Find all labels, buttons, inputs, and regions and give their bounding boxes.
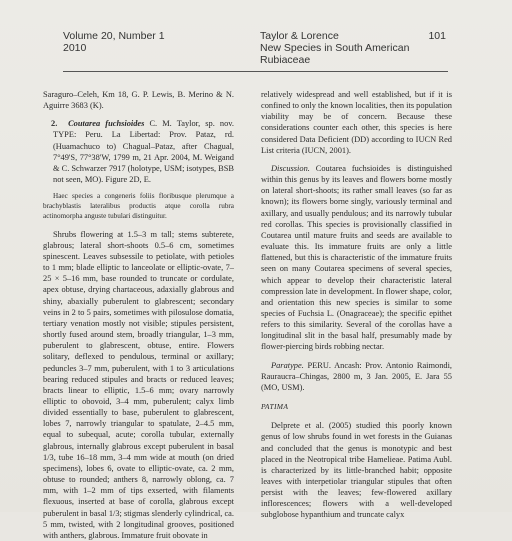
species-description: Shrubs flowering at 1.5–3 m tall; stems subterete, glabrous; lateral short-shoots 0.5–6 cm, sometimes spinescent. Leaves subsessile to petiolate, with petioles to 1 mm; blade elliptic to lanceolate or elliptic-ovate, 7–25 × 5–16 mm, base rounded to truncate or cordulate, apex obtuse, drying chartaceous, adaxially glabrous and shiny, abaxially puberulent to glabrescent; secondary veins in 2 to 5 pairs, sometimes with pilosulose domatia, tertiary venation mostly not visible; stipules persistent, shortly fused around stem, broadly triangular, 1–3 mm, puberulent to glabrescent, obtuse, entire. Flowers solitary, deflexed to pendulous, terminal or axillary; peduncles 3–7 mm, puberulent, with 1 to 3 articulations bearing reduced stipules and bracts or reduced leaves; bracts linear to elliptic, 1.5–6 mm; ovary narrowly elliptic to obovoid, 3–4 mm, puberulent; calyx limb divided essentially to base, puberulent to glabrescent, lobes 7, narrowly triangular to spatulate, 2–4.5 mm, equal to subequal, acute; corolla tubular, externally glabrous, internally glabrous except puberulent in basal 1/3, tube 16–18 mm, 3–4 mm wide at mouth (on dried specimens), lobes 6, ovate to elliptic-ovate, ca. 2 mm, obtuse to rounded; anthers 8, narrowly oblong, ca. 7 mm, with 1–2 mm of tips exserted, with filaments flexuous, inserted at base of corolla, glabrous except puberulent in basal 1/3; stigmas slenderly cylindrical, ca. 5 mm, twisted, with 2 longitudinal grooves, positioned with anthers, glabrous. Immature fruit obovate in: [43, 229, 234, 540]
journal-header-left: [63, 30, 165, 54]
publication-year: 2010: [63, 42, 87, 54]
conservation-paragraph: relatively widespread and well established, but if it is confined to only the known localities, then its population viability may be of concern. Because these considerations counter each other, this species is here considered Data Deficient (DD) according to IUCN Red List criteria (IUCN, 2001).: [261, 90, 452, 155]
species-number: 2.: [51, 119, 58, 129]
patima-paragraph: Delprete et al. (2005) studied this poorly known genus of low shrubs found in wet forests in the Guianas and concluded that the genus is monotypic and best placed in the Neotropical tribe Hamelieae. Patima Aubl. is characterized by its little-branched habit; opposite leaves with interpetiolar triangular stipules that often persist with the leaves; few-flowered axillary inflorescences; flowers with a well-developed subglobose hypanthium and truncate calyx: [261, 421, 452, 520]
paratype-label: Paratype.: [271, 360, 304, 370]
page-number: 101: [428, 30, 446, 42]
species-authority: C. M. Taylor, sp. nov. TYPE: Peru. La Libertad: Prov. Pataz, rd. (Huamachuco to) Chagual–Pataz, after Chagual, 7°49'S, 77°38'W, 1799 m, 21 Apr. 2004, M. Weigand & C. Schwarzer 7917 (holotype, USM; isotypes, BSB not seen, MO). Figure 2D, E.: [53, 119, 235, 185]
running-title: New Species in South American Rubiaceae: [260, 42, 410, 66]
journal-header-right: [260, 30, 446, 66]
discussion-text: Coutarea fuchsioides is distinguished within this genus by its leaves and flowers borne mostly on lateral short-shoots; its rather small leaves (so far as known); its flowers borne singly, variously terminal and axillary, and usually pendulous; and its narrowly tubular red corollas. This species is provisionally classified in Coutarea until mature fruits and seeds are available to evaluate this. Its immature fruits are only a little flattened, but this is characteristic of the immature fruits seen on many Coutarea specimens of several species, which appear to develop their characteristic lateral compression late in development. In flower shape, color, and orientation this new species is similar to some species of Fuchsia L. (Onagraceae); the specific epithet refers to this similarity. Several of the corollas have a longitudinal slit in the basal half, presumably made by flower-piercing birds robbing nectar.: [261, 163, 452, 352]
species-name: Coutarea fuchsioides: [68, 119, 145, 129]
latin-diagnosis: Haec species a congeneris foliis floribusque plerumque a brachyblastis lateralibus productis atque corolla rubra actinomorpha anguste tubulari distinguitur.: [43, 192, 234, 220]
right-column: [261, 89, 452, 521]
discussion-label: Discussion.: [271, 163, 310, 173]
paratype-paragraph: [261, 360, 452, 393]
species-entry: [43, 118, 234, 185]
volume-info: Volume 20, Number 1: [63, 30, 165, 42]
specimen-citation: Saraguro–Celeh, Km 18, G. P. Lewis, B. Merino & N. Aguirre 3683 (K).: [43, 90, 234, 111]
left-column: [43, 89, 234, 541]
section-heading-patima: PATIMA: [261, 402, 289, 412]
paratype-text: PERU. Ancash: Prov. Antonio Raimondi, Rauraucra–Chingas, 2800 m, 3 Jan. 2005, E. Jara 55 (MO, USM).: [261, 360, 452, 392]
header-rule: [63, 71, 448, 72]
article-authors: Taylor & Lorence: [260, 30, 339, 42]
discussion-paragraph: [261, 163, 452, 353]
